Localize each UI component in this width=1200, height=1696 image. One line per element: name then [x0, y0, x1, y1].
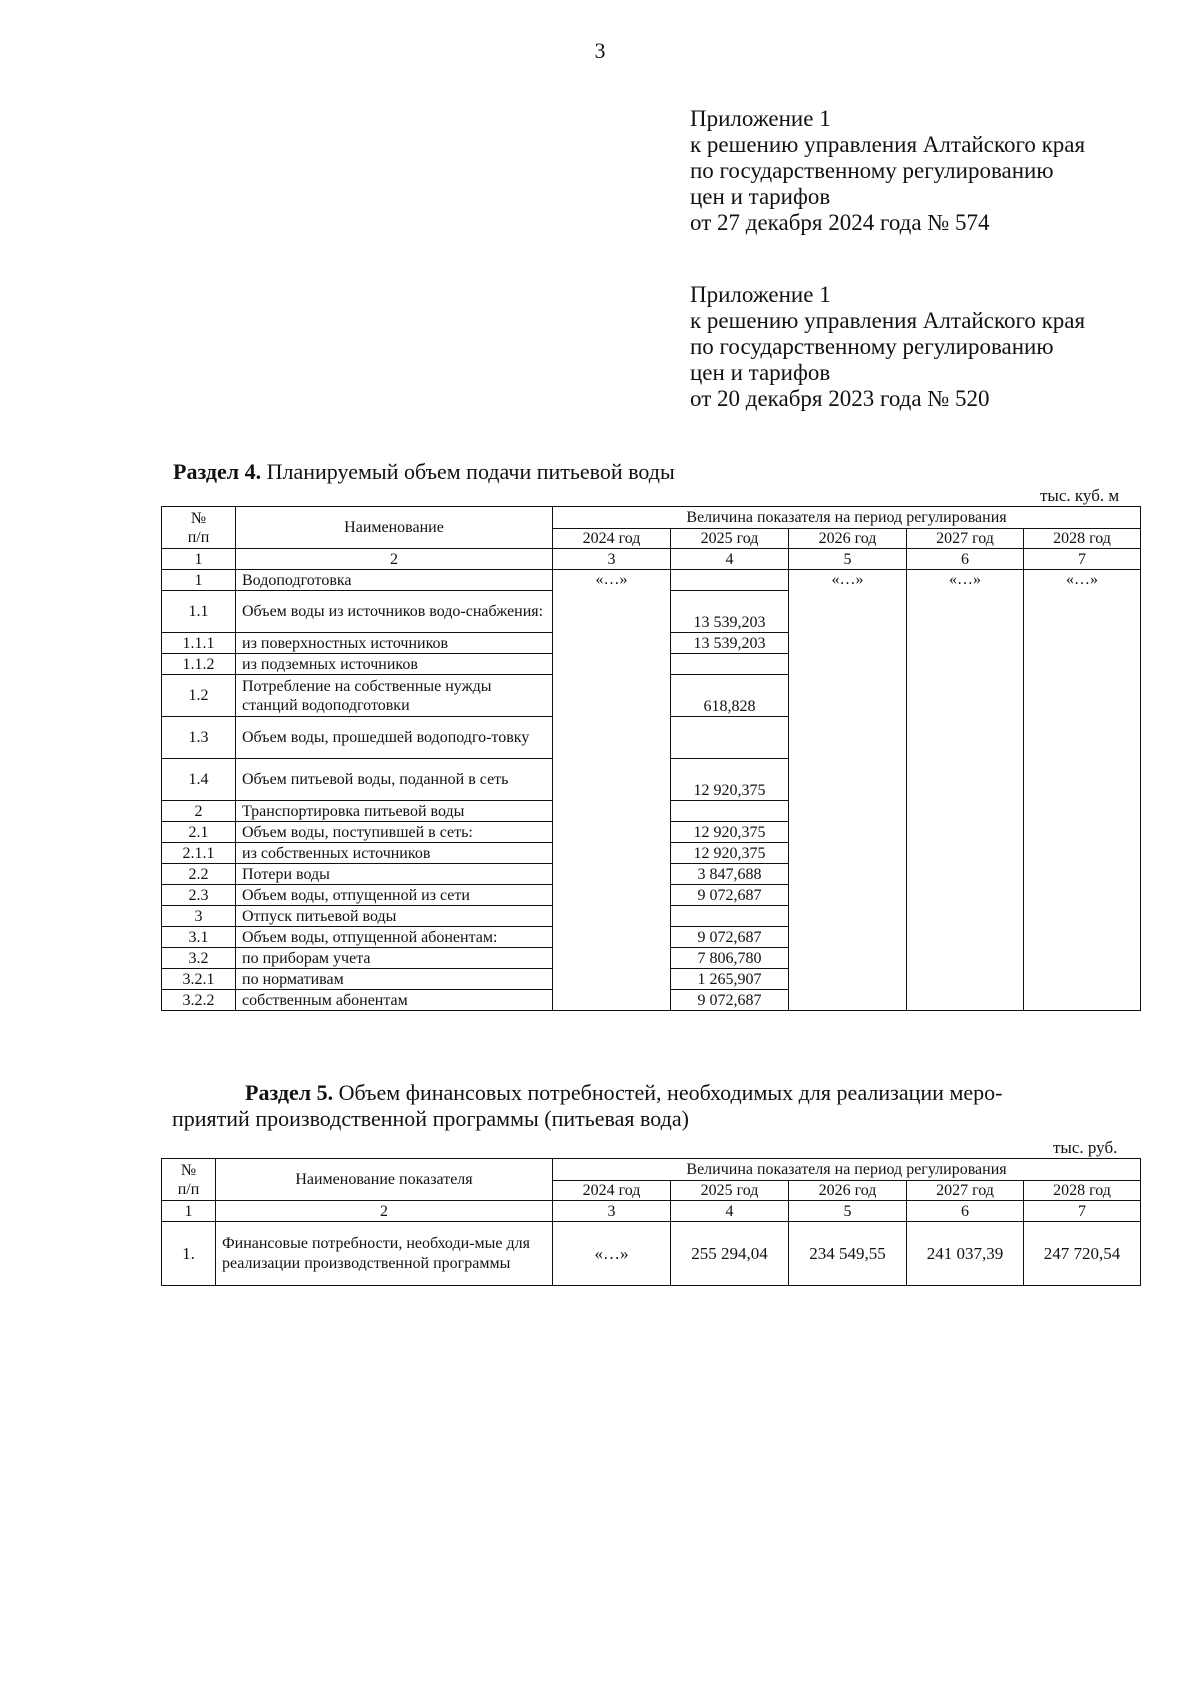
appendix-line: цен и тарифов: [690, 360, 831, 385]
header-year: 2024 год: [553, 1181, 671, 1201]
row-value-2025: 9 072,687: [671, 885, 789, 906]
row-name: Потери воды: [236, 864, 553, 885]
row-num: 1.1: [162, 591, 236, 633]
row-num: 1.1.1: [162, 633, 236, 654]
row-value-2025: 3 847,688: [671, 864, 789, 885]
row-name: Объем воды, поступившей в сеть:: [236, 822, 553, 843]
row-num: 2.1: [162, 822, 236, 843]
header-period: Величина показателя на период регулирования: [553, 507, 1141, 529]
row-value-2025: 12 920,375: [671, 759, 789, 801]
section4-table: [161, 506, 1141, 1011]
section4-title: [173, 458, 675, 485]
row-value-2025: [671, 906, 789, 927]
placeholder-cell: «…»: [907, 570, 1024, 1011]
header-name: Наименование показателя: [216, 1159, 553, 1201]
col-number: 4: [671, 549, 789, 570]
row-name: Объем воды, отпущенной из сети: [236, 885, 553, 906]
header-year: 2024 год: [553, 529, 671, 549]
placeholder-cell: «…»: [789, 570, 907, 1011]
row-num: 1.1.2: [162, 654, 236, 675]
appendix-old-block: [690, 282, 1170, 412]
appendix-line: от 20 декабря 2023 года № 520: [690, 386, 990, 411]
col-number: 2: [216, 1201, 553, 1222]
header-num-cell: [162, 507, 236, 549]
row-value-2025: 9 072,687: [671, 927, 789, 948]
appendix-line: Приложение 1: [690, 106, 831, 131]
row-num: 1: [162, 570, 236, 591]
col-number: 5: [789, 549, 907, 570]
row-value-2025: 1 265,907: [671, 969, 789, 990]
header-num-2: п/п: [177, 1180, 200, 1198]
row-name: Объем воды, прошедшей водоподго-товку: [236, 717, 553, 759]
row-name: Отпуск питьевой воды: [236, 906, 553, 927]
appendix-line: цен и тарифов: [690, 184, 831, 209]
col-number: 7: [1024, 1201, 1141, 1222]
row-value: 247 720,54: [1024, 1222, 1141, 1286]
header-num-cell: [162, 1159, 216, 1201]
col-number: 3: [553, 549, 671, 570]
header-year: 2027 год: [907, 1181, 1024, 1201]
row-name: по приборам учета: [236, 948, 553, 969]
row-name: Водоподготовка: [236, 570, 553, 591]
col-number: 3: [553, 1201, 671, 1222]
section5-title-bold: Раздел 5.: [245, 1080, 334, 1105]
col-number: 5: [789, 1201, 907, 1222]
section4-title-bold: Раздел 4.: [173, 459, 262, 484]
section4-body: [162, 570, 1141, 1011]
row-value-2025: 12 920,375: [671, 822, 789, 843]
row-name: Потребление на собственные нужды станций водоподготовки: [236, 675, 553, 717]
row-name: по нормативам: [236, 969, 553, 990]
row-value-2025: 13 539,203: [671, 591, 789, 633]
row-value-2025: 9 072,687: [671, 990, 789, 1011]
row-value-2025: 13 539,203: [671, 633, 789, 654]
row-name: Транспортировка питьевой воды: [236, 801, 553, 822]
row-value-2025: 618,828: [671, 675, 789, 717]
section5-title: [245, 1079, 1130, 1106]
header-year: 2025 год: [671, 529, 789, 549]
row-num: 2: [162, 801, 236, 822]
table-row: [162, 570, 1141, 591]
row-name: Объем воды из источников водо-снабжения:: [236, 591, 553, 633]
row-value: 234 549,55: [789, 1222, 907, 1286]
row-name: Финансовые потребности, необходи-мые для реализации производственной программы: [216, 1222, 553, 1286]
row-num: 3.2: [162, 948, 236, 969]
appendix-line: от 27 декабря 2024 года № 574: [690, 210, 990, 235]
col-number: 2: [236, 549, 553, 570]
appendix-line: по государственному регулированию: [690, 334, 1054, 359]
placeholder-cell: «…»: [553, 570, 671, 1011]
row-num: 3.2.1: [162, 969, 236, 990]
col-number: 1: [162, 549, 236, 570]
row-value-2025: [671, 570, 789, 591]
header-year: 2028 год: [1024, 529, 1141, 549]
section5-table: [161, 1158, 1141, 1286]
header-period: Величина показателя на период регулирования: [553, 1159, 1141, 1181]
header-year: 2028 год: [1024, 1181, 1141, 1201]
placeholder-cell: «…»: [1024, 570, 1141, 1011]
section5-title-line1: [245, 1079, 1130, 1106]
row-num: 3: [162, 906, 236, 927]
row-value-2025: [671, 654, 789, 675]
row-value: 255 294,04: [671, 1222, 789, 1286]
section4-unit: тыс. куб. м: [1040, 486, 1120, 505]
col-number: 1: [162, 1201, 216, 1222]
row-num: 3.2.2: [162, 990, 236, 1011]
section4-title-rest: Планируемый объем подачи питьевой воды: [261, 459, 675, 484]
appendix-line: Приложение 1: [690, 282, 831, 307]
row-name: из поверхностных источников: [236, 633, 553, 654]
row-value-2025: 12 920,375: [671, 843, 789, 864]
row-num: 1.: [162, 1222, 216, 1286]
section5-title-line2: приятий производственной программы (питьевая вода): [172, 1106, 689, 1131]
row-value-2025: [671, 717, 789, 759]
section5-title-line1-rest: Объем финансовых потребностей, необходимых для реализации меро-: [333, 1080, 1003, 1105]
appendix-new-block: [690, 106, 1170, 236]
row-value: 241 037,39: [907, 1222, 1024, 1286]
col-number: 6: [907, 549, 1024, 570]
col-number: 7: [1024, 549, 1141, 570]
row-name: собственным абонентам: [236, 990, 553, 1011]
header-year: 2026 год: [789, 1181, 907, 1201]
row-value: «…»: [553, 1222, 671, 1286]
row-name: из собственных источников: [236, 843, 553, 864]
row-value-2025: [671, 801, 789, 822]
row-num: 1.2: [162, 675, 236, 717]
page-number: 3: [594, 38, 606, 63]
header-num-1: №: [180, 1161, 197, 1179]
row-num: 1.3: [162, 717, 236, 759]
row-name: Объем воды, отпущенной абонентам:: [236, 927, 553, 948]
header-year: 2026 год: [789, 529, 907, 549]
row-num: 2.1.1: [162, 843, 236, 864]
header-name: Наименование: [236, 507, 553, 549]
row-name: Объем питьевой воды, поданной в сеть: [236, 759, 553, 801]
col-number: 6: [907, 1201, 1024, 1222]
header-num-2: п/п: [187, 528, 210, 546]
section5-unit: тыс. руб.: [1053, 1138, 1118, 1157]
row-name: из подземных источников: [236, 654, 553, 675]
appendix-line: к решению управления Алтайского края: [690, 132, 1086, 157]
appendix-line: по государственному регулированию: [690, 158, 1054, 183]
row-num: 1.4: [162, 759, 236, 801]
header-year: 2025 год: [671, 1181, 789, 1201]
row-num: 2.2: [162, 864, 236, 885]
appendix-line: к решению управления Алтайского края: [690, 308, 1086, 333]
row-num: 2.3: [162, 885, 236, 906]
row-value-2025: 7 806,780: [671, 948, 789, 969]
row-num: 3.1: [162, 927, 236, 948]
header-year: 2027 год: [907, 529, 1024, 549]
col-number: 4: [671, 1201, 789, 1222]
table-row: [162, 1222, 1141, 1286]
header-num-1: №: [190, 509, 207, 527]
